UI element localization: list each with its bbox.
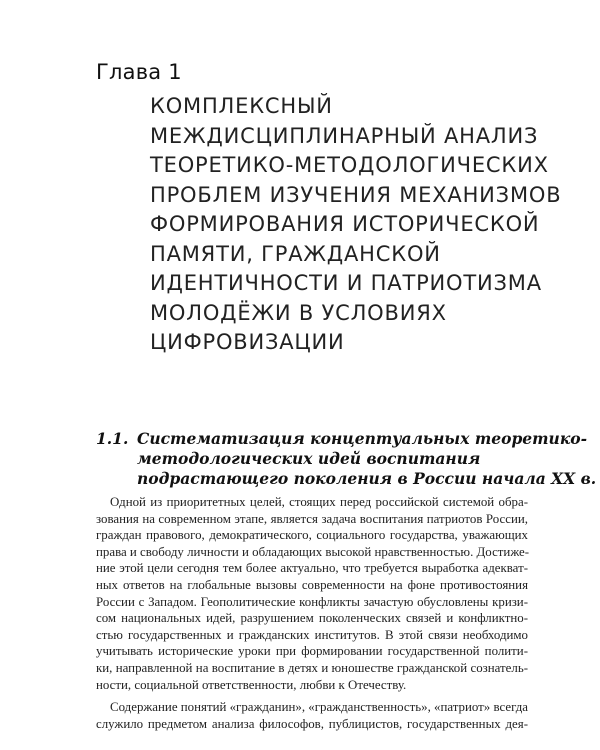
section-title [137, 429, 597, 489]
paragraph [96, 494, 528, 693]
chapter-title-line: ФОРМИРОВАНИЯ ИСТОРИЧЕСКОЙ [150, 212, 540, 236]
text-line: ние этой цели сегодня тем более актуально, что требуется выработка адекват- [96, 561, 528, 576]
chapter-title [150, 92, 570, 358]
text-line: России с Западом. Геополитические конфликты зачастую обусловлены кризи- [96, 594, 528, 609]
text-line: сом национальных идей, разрушением поколенческих связей и конфликтно- [96, 611, 528, 626]
paragraph [96, 699, 528, 732]
text-line: учитывать исторические уроки при формировании государственной полити- [96, 644, 528, 659]
chapter-title-line: ПРОБЛЕМ ИЗУЧЕНИЯ МЕХАНИЗМОВ [150, 182, 562, 207]
section-number: 1.1. [96, 429, 129, 448]
chapter-title-line: КОМПЛЕКСНЫЙ [150, 94, 333, 118]
text-line: зования на современном этапе, является задача воспитания патриотов России, [96, 511, 528, 526]
chapter-title-line: МОЛОДЁЖИ В УСЛОВИЯХ [150, 300, 447, 325]
chapter-title-line: ЦИФРОВИЗАЦИИ [150, 330, 345, 354]
section-title-line: методологических идей воспитания [137, 449, 481, 468]
chapter-title-line: МЕЖДИСЦИПЛИНАРНЫЙ АНАЛИЗ [150, 123, 539, 148]
text-line: ности, социальной ответственности, любви к Отечеству. [96, 677, 407, 692]
body-text [96, 494, 528, 738]
section-title-line: Систематизация концептуальных теоретико- [137, 429, 588, 448]
chapter-label: Глава 1 [96, 60, 182, 84]
chapter-title-line: ТЕОРЕТИКО-МЕТОДОЛОГИЧЕСКИХ [150, 153, 549, 177]
chapter-title-line: ИДЕНТИЧНОСТИ И ПАТРИОТИЗМА [150, 271, 542, 295]
text-line: служило предметом анализа философов, публицистов, государственных дея- [96, 716, 528, 731]
text-line: стью государственных и гражданских институтов. В этой связи необходимо [96, 627, 528, 642]
text-line: ки, направленной на воспитание в детях и юношестве гражданской сознатель- [96, 660, 528, 675]
text-line: права и свободу личности и обладающих высокой нравственностью. Достиже- [96, 544, 530, 559]
text-line: Одной из приоритетных целей, стоящих перед российской системой обра- [110, 495, 528, 509]
text-line: Содержание понятий «гражданин», «гражданственность», «патриот» всегда [110, 700, 529, 715]
text-line: ных ответов на глобальные вызовы современности на фоне противостояния [96, 577, 528, 592]
text-line: граждан правового, демократического, социального государства, уважающих [96, 528, 528, 543]
section-title-line: подрастающего поколения в России начала XX в. [137, 469, 597, 488]
chapter-title-line: ПАМЯТИ, ГРАЖДАНСКОЙ [150, 241, 441, 266]
